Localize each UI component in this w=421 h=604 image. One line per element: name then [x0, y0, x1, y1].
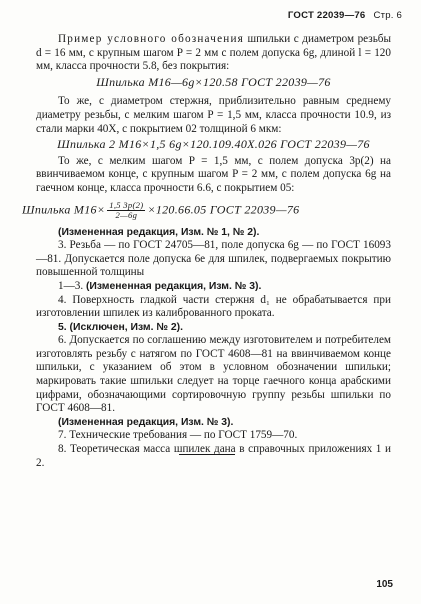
example2-paragraph: То же, с диаметром стержня, приблизительно равным среднему диаметру резьбы, с мелким шагом P = 1,5 мм, класса прочности 10.9, из стали марки 40Х, с покрытием 02 толщиной 6 мкм:: [36, 95, 391, 135]
example2-formula: Шпилька 2 М16×1,5 6g×120.109.40Х.026 ГОСТ 22039—76: [57, 137, 370, 152]
item-6: 6. Допускается по соглашению между изготовителем и потребителем изготовлять резьбу с натягом по ГОСТ 4608—81 на ввинчиваемом конце шпильки, с указанием об этом в условном обозначении шпильки; маркировать такие шпильки следует на торце гаечного конца арабскими цифрами, обозначающими сортировочную группу резьбы шпильки по ГОСТ 4608—81.: [36, 334, 391, 415]
example1-lead: Пример условного обозначения: [58, 33, 244, 45]
example3-paragraph: То же, с мелким шагом P = 1,5 мм, с полем допуска 3p(2) на ввинчиваемом конце, с крупным шагом P = 2 мм, с полем допуска 6g на гаечном конце, класса прочности 6.6, с покрытием 05:: [36, 154, 391, 194]
fraction-denominator: 2—6g: [115, 209, 138, 220]
page-number: 105: [376, 579, 393, 591]
page-header: [288, 9, 402, 23]
item-3-note-text: (Измененная редакция, Изм. № 3).: [85, 280, 262, 292]
separator-rule: [179, 454, 235, 455]
header-gost: ГОСТ 22039—76: [287, 10, 366, 21]
item-8: 8. Теоретическая масса шпилек дана в справочных приложениях 1 и 2.: [36, 443, 391, 469]
example3-formula-suffix: ×120.66.05 ГОСТ 22039—76: [147, 201, 300, 216]
header-page-label: Стр. 6: [373, 10, 402, 21]
item-4: 4. Поверхность гладкой части стержня d₁ не обрабатывается при изготовлении шпилек из калиброванного проката.: [36, 293, 391, 320]
item-3-note: [36, 280, 391, 294]
fraction-numerator: 1,5 3p(2): [109, 199, 144, 210]
item-5: 5. (Исключен, Изм. № 2).: [58, 321, 183, 333]
example3-formula-prefix: Шпилька М16×: [22, 201, 106, 216]
example3-formula: [22, 201, 391, 220]
example1-formula: Шпилька М16—6g×120.58 ГОСТ 22039—76: [96, 74, 331, 89]
item-3: 3. Резьба — по ГОСТ 24705—81, поле допуска 6g — по ГОСТ 16093—81. Допускается поле допуска 6е для шпилек, подвергаемых покрытию повышенной толщины: [36, 239, 391, 279]
item-3-note-prefix: 1—3.: [58, 279, 86, 292]
revision-note-1: (Измененная редакция, Изм. № 1, № 2).: [58, 226, 260, 238]
example1-paragraph: [36, 33, 391, 74]
item-7: 7. Технические требования — по ГОСТ 1759—70.: [58, 429, 298, 442]
revision-note-3: (Измененная редакция, Изм. № 3).: [58, 416, 234, 428]
example1-text: шпильки с диаметром резьбы d = 16 мм, с крупным шагом P = 2 мм с полем допуска 6g, длиной l = 120 мм, класса прочности 5.8, без покрытия:: [36, 33, 392, 73]
example3-fraction: [107, 201, 145, 220]
main-text: [22, 33, 392, 470]
